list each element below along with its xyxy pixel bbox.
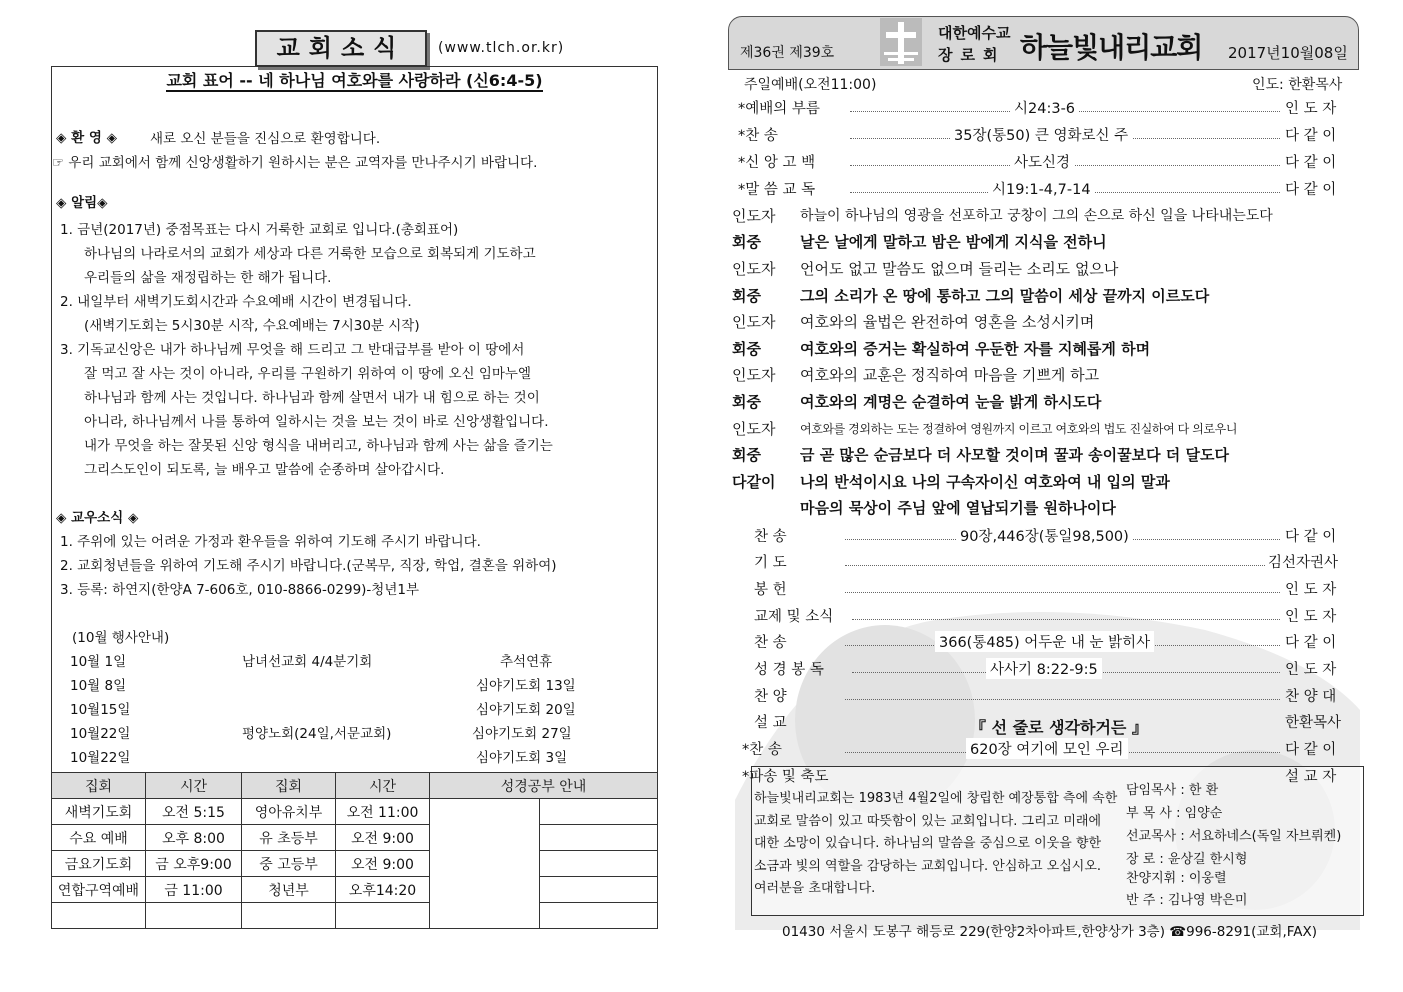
bible-study-cell (540, 877, 658, 903)
table-cell (336, 903, 430, 929)
order-content: 366(통485) 어두운 내 눈 밝히사 (935, 631, 1154, 652)
staff-line: 부 목 사 : 임양순 (1126, 806, 1223, 821)
notice-line: 1. 금년(2017년) 중점목표는 다시 거룩한 교회로 입니다.(총회표어) (60, 222, 459, 238)
reading-who: 인도자 (732, 207, 776, 225)
bible-study-cell (430, 799, 540, 929)
notice-heading: ◈ 알림◈ (56, 195, 108, 211)
table-cell: 금 11:00 (146, 877, 242, 903)
events-heading: (10월 행사안내) (72, 630, 170, 646)
order-item: *파송 및 축도 (742, 769, 829, 785)
bulletin-date: 2017년10월08일 (1228, 44, 1348, 62)
notice-line: 하나님의 나라로서의 교회가 세상과 다른 거룩한 모습으로 회복되게 기도하고 (84, 246, 536, 262)
sermon-title: 『 선 줄로 생각하거든 』 (970, 718, 1148, 737)
table-cell: 청년부 (242, 877, 336, 903)
table-cell: 금요기도회 (52, 851, 146, 877)
order-by: 인 도 자 (1285, 662, 1337, 678)
church-name: 하늘빛내리교회 (1020, 31, 1203, 64)
staff-line: 반 주 : 김나영 박은미 (1126, 893, 1248, 908)
table-row (52, 877, 658, 903)
reading-text: 나의 반석이시요 나의 구속자이신 여호와여 내 입의 말과 (800, 473, 1170, 491)
event-note: 심야기도회 27일 (472, 726, 572, 742)
order-item: *찬 송 (738, 128, 778, 144)
staff-line: 담임목사 : 한 환 (1126, 783, 1219, 798)
table-cell (52, 903, 146, 929)
order-item: 찬 송 (754, 635, 787, 651)
notice-line: 3. 기독교신앙은 내가 하나님께 무엇을 해 드리고 그 반대급부를 받아 이 땅에서 (60, 342, 525, 358)
table-row (52, 799, 658, 825)
staff-line: 선교목사 : 서요하네스(독일 자브뤼켄) (1126, 829, 1342, 844)
staff-line: 장 로 : 윤상길 한시형 (1126, 852, 1248, 867)
reading-text: 하늘이 하나님의 영광을 선포하고 궁창이 그의 손으로 하신 일을 나타내는도다 (800, 208, 1273, 224)
order-by: 다 같 이 (1285, 742, 1337, 758)
website-url[interactable]: (www.tlch.or.kr) (438, 40, 565, 56)
order-by: 다 같 이 (1285, 529, 1337, 545)
order-by: 한환목사 (1285, 715, 1342, 731)
notice-line: 잘 먹고 잘 사는 것이 아니라, 우리를 구원하기 위하여 이 땅에 오신 임마누엘 (84, 366, 532, 382)
table-cell: 연합구역예배 (52, 877, 146, 903)
notice-line: 2. 내일부터 새벽기도회시간과 수요예배 시간이 변경됩니다. (60, 294, 412, 310)
reading-who: 회중 (732, 340, 761, 358)
event-date: 10월22일 (70, 750, 131, 766)
reading-who: 다같이 (732, 473, 776, 491)
cross-logo-icon (880, 18, 922, 66)
order-by: 다 같 이 (1285, 155, 1337, 171)
bible-study-cell (540, 825, 658, 851)
reading-text: 마음의 묵상이 주님 앞에 열납되기를 원하나이다 (800, 499, 1116, 517)
event-note: 심야기도회 20일 (476, 702, 576, 718)
order-item: *신 앙 고 백 (738, 155, 816, 171)
table-header: 집회 (242, 773, 336, 799)
table-row (52, 903, 658, 929)
welcome-heading: ◈ 환 영 ◈ (56, 130, 117, 146)
table-row (52, 851, 658, 877)
welcome-text: 새로 오신 분들을 진심으로 환영합니다. (150, 131, 381, 147)
table-cell: 금 오후9:00 (146, 851, 242, 877)
event-date: 10월22일 (70, 726, 131, 742)
order-item: 교제 및 소식 (754, 609, 834, 625)
order-content: 사사기 8:22-9:5 (986, 658, 1102, 679)
order-by: 다 같 이 (1285, 128, 1337, 144)
member-line: 3. 등록: 하연지(한양A 7-606호, 010-8866-0299)-청년1부 (60, 582, 420, 598)
notice-line: 내가 무엇을 하는 잘못된 신앙 형식을 내버리고, 하나님과 함께 사는 삶을 즐기는 (84, 438, 553, 454)
service-title: 주일예배(오전11:00) (744, 77, 877, 93)
reading-text: 그의 소리가 온 땅에 통하고 그의 말씀이 세상 끝까지 이르도다 (800, 287, 1210, 305)
order-by: 다 같 이 (1285, 182, 1337, 198)
order-item: 설 교 (754, 715, 787, 731)
table-cell (146, 903, 242, 929)
table-header: 시간 (146, 773, 242, 799)
table-row (52, 825, 658, 851)
reading-text: 언어도 없고 말씀도 없으며 들리는 소리도 없으나 (800, 260, 1119, 278)
table-cell: 영아유치부 (242, 799, 336, 825)
bible-study-cell (540, 903, 658, 929)
order-content: 90장,446장(통일98,500) (956, 525, 1133, 546)
reading-text: 여호와의 교훈은 정직하여 마음을 기쁘게 하고 (800, 366, 1100, 384)
order-item: 봉 헌 (754, 582, 787, 598)
event-note: 심야기도회 13일 (476, 678, 576, 694)
event-note: 심야기도회 3일 (476, 750, 568, 766)
notice-line: (새벽기도회는 5시30분 시작, 수요예배는 7시30분 시작) (84, 318, 420, 334)
denomination: 대한예수교 (938, 24, 1011, 42)
order-item: 성 경 봉 독 (754, 662, 824, 678)
event-name: 남녀선교회 4/4분기회 (242, 654, 373, 670)
order-item: 기 도 (754, 555, 787, 571)
order-by: 인 도 자 (1285, 582, 1337, 598)
member-line: 2. 교회청년들을 위하여 기도해 주시기 바랍니다.(군복무, 직장, 학업, 결혼을 위하여) (60, 558, 557, 574)
order-content: 35장(통50) 큰 영화로신 주 (950, 124, 1132, 145)
reading-text: 여호와의 계명은 순결하여 눈을 밝게 하시도다 (800, 393, 1102, 411)
order-item: *말 씀 교 독 (738, 182, 816, 198)
notice-line: 하나님과 함께 사는 것입니다. 하나님과 함께 살면서 내가 내 힘으로 하는 것이 (84, 390, 540, 406)
order-by: 다 같 이 (1285, 635, 1337, 651)
reading-text: 여호와의 율법은 완전하여 영혼을 소성시키며 (800, 313, 1095, 331)
table-cell: 오전 9:00 (336, 851, 430, 877)
event-date: 10월 1일 (70, 654, 127, 670)
order-item: 찬 송 (754, 529, 787, 545)
reading-text: 날은 날에게 말하고 밤은 밤에게 지식을 전하니 (800, 233, 1107, 251)
table-cell: 오전 9:00 (336, 825, 430, 851)
table-cell: 오전 5:15 (146, 799, 242, 825)
welcome-line: ☞ 우리 교회에서 함께 신앙생활하기 원하시는 분은 교역자를 만나주시기 바랍니다. (52, 155, 538, 171)
table-cell: 오전 11:00 (336, 799, 430, 825)
event-note: 추석연휴 (500, 654, 553, 670)
church-motto: 교회 표어 -- 네 하나님 여호와를 사랑하라 (신6:4-5) (166, 71, 543, 90)
reading-who: 인도자 (732, 260, 776, 278)
bible-study-cell (540, 799, 658, 825)
notice-line: 그리스도인이 되도록, 늘 배우고 말씀에 순종하며 살아갑시다. (84, 462, 445, 478)
order-by: 인 도 자 (1285, 609, 1337, 625)
reading-text: 금 곧 많은 순금보다 더 사모할 것이며 꿀과 송이꿀보다 더 달도다 (800, 446, 1229, 464)
reading-who: 인도자 (732, 366, 776, 384)
reading-who: 회중 (732, 393, 761, 411)
page-title: 교회소식 (255, 30, 427, 67)
event-date: 10월 8일 (70, 678, 127, 694)
reading-text: 여호와의 증거는 확실하여 우둔한 자를 지혜롭게 하며 (800, 340, 1151, 358)
reading-who: 회중 (732, 446, 761, 464)
church-intro: 하늘빛내리교회는 1983년 4월2일에 창립한 예장통합 측에 속한 교회로 말씀이 있고 따뜻함이 있는 교회입니다. 그리고 미래에 대한 소망이 있습니다. 하나님의 말씀을 중심으로 이웃을 향한 소금과 빛의 역할을 감당하는 교회입니다. 안심하고 오십시오. 여러분을 초대합니다. (754, 791, 1118, 896)
members-heading: ◈ 교우소식 ◈ (56, 510, 139, 526)
notice-line: 아니라, 하나님께서 나를 통하여 일하시는 것을 보는 것이 바로 신앙생활입니다. (84, 414, 549, 430)
table-cell: 오후 8:00 (146, 825, 242, 851)
event-date: 10월15일 (70, 702, 131, 718)
order-by: 김선자권사 (1268, 555, 1339, 571)
table-cell (242, 903, 336, 929)
table-header: 집회 (52, 773, 146, 799)
member-line: 1. 주위에 있는 어려운 가정과 환우들을 위하여 기도해 주시기 바랍니다. (60, 534, 481, 550)
order-content: 시19:1-4,7-14 (988, 178, 1095, 199)
order-by: 찬 양 대 (1285, 689, 1337, 705)
reading-who: 회중 (732, 233, 761, 251)
order-item: *예배의 부름 (738, 101, 820, 117)
table-cell: 수요 예배 (52, 825, 146, 851)
order-content: 시24:3-6 (1010, 97, 1079, 118)
denomination: 장로회 (938, 46, 1006, 64)
bible-study-cell (540, 851, 658, 877)
table-cell: 유 초등부 (242, 825, 336, 851)
table-cell: 중 고등부 (242, 851, 336, 877)
table-header: 시간 (336, 773, 430, 799)
order-by: 인 도 자 (1285, 101, 1337, 117)
church-address: 01430 서울시 도봉구 해등로 229(한양2차아파트,한양상가 3층) ☎996-8291(교회,FAX) (782, 924, 1318, 940)
table-cell: 새벽기도회 (52, 799, 146, 825)
order-item: *찬 송 (742, 742, 782, 758)
order-content: 620장 여기에 모인 우리 (966, 738, 1128, 759)
order-item: 찬 양 (754, 689, 787, 705)
notice-line: 우리들의 삶을 재정립하는 한 해가 됩니다. (84, 270, 332, 286)
table-header: 성경공부 안내 (430, 773, 658, 799)
order-content: 사도신경 (1010, 151, 1074, 172)
schedule-table (51, 772, 658, 929)
event-name: 평양노회(24일,서문교회) (242, 726, 392, 742)
reading-who: 인도자 (732, 420, 776, 438)
table-cell: 오후14:20 (336, 877, 430, 903)
reading-text: 여호와를 경외하는 도는 정결하여 영원까지 이르고 여호와의 법도 진실하여 다 의로우니 (800, 422, 1238, 436)
reading-who: 회중 (732, 287, 761, 305)
service-leader: 인도: 한환목사 (1252, 77, 1343, 93)
staff-line: 찬양지휘 : 이웅렬 (1126, 871, 1227, 886)
order-by: 설 교 자 (1285, 769, 1337, 785)
reading-who: 인도자 (732, 313, 776, 331)
volume-number: 제36권 제39호 (740, 45, 835, 61)
